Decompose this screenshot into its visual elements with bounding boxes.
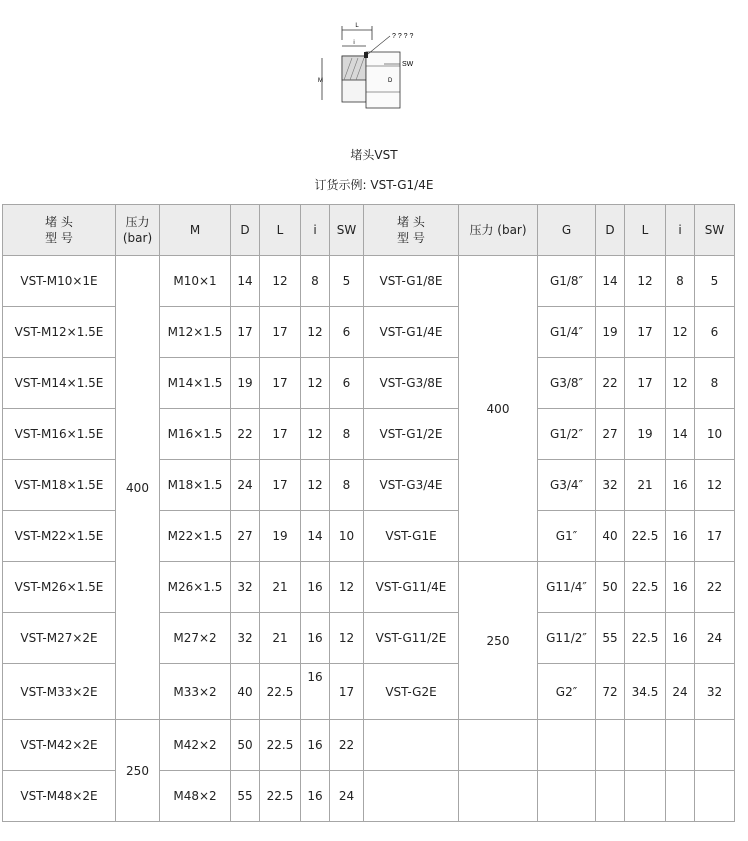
g-model-cell: VST-G2E bbox=[364, 664, 459, 720]
l-cell: 21 bbox=[260, 613, 301, 664]
g-d-cell: 32 bbox=[596, 460, 625, 511]
l-cell: 17 bbox=[260, 409, 301, 460]
g-sw-cell: 10 bbox=[695, 409, 735, 460]
sw-cell: 10 bbox=[330, 511, 364, 562]
column-header: 堵 头 型 号 bbox=[3, 205, 116, 256]
thread-m-cell: M12×1.5 bbox=[160, 307, 231, 358]
pressure-cell: 400 bbox=[116, 256, 160, 720]
d-cell: 50 bbox=[231, 720, 260, 771]
l-cell: 17 bbox=[260, 358, 301, 409]
d-cell: 27 bbox=[231, 511, 260, 562]
model-cell: VST-M33×2E bbox=[3, 664, 116, 720]
g-sw-cell: 32 bbox=[695, 664, 735, 720]
d-cell: 55 bbox=[231, 771, 260, 822]
table-row bbox=[3, 307, 735, 358]
thread-m-cell: M10×1 bbox=[160, 256, 231, 307]
d-cell: 19 bbox=[231, 358, 260, 409]
thread-g-cell: G1/8″ bbox=[538, 256, 596, 307]
model-cell: VST-M27×2E bbox=[3, 613, 116, 664]
sw-cell: 17 bbox=[330, 664, 364, 720]
column-header: SW bbox=[330, 205, 364, 256]
g-l-cell bbox=[625, 771, 666, 822]
table-row bbox=[3, 460, 735, 511]
order-example: 订货示例: VST-G1/4E bbox=[314, 178, 434, 192]
g-i-cell: 16 bbox=[666, 460, 695, 511]
g-i-cell: 8 bbox=[666, 256, 695, 307]
table-row bbox=[3, 613, 735, 664]
thread-g-cell: G1/2″ bbox=[538, 409, 596, 460]
column-header: M bbox=[160, 205, 231, 256]
g-model-cell: VST-G3/4E bbox=[364, 460, 459, 511]
g-d-cell: 27 bbox=[596, 409, 625, 460]
g-i-cell: 16 bbox=[666, 613, 695, 664]
g-i-cell: 24 bbox=[666, 664, 695, 720]
table-row bbox=[3, 720, 735, 771]
spec-table bbox=[2, 204, 735, 822]
dim-i-label: i bbox=[353, 40, 355, 46]
l-cell: 21 bbox=[260, 562, 301, 613]
l-cell: 19 bbox=[260, 511, 301, 562]
column-header: i bbox=[301, 205, 330, 256]
g-l-cell: 22.5 bbox=[625, 562, 666, 613]
g-i-cell: 16 bbox=[666, 511, 695, 562]
i-cell: 16 bbox=[301, 613, 330, 664]
g-d-cell: 55 bbox=[596, 613, 625, 664]
i-cell: 12 bbox=[301, 409, 330, 460]
g-model-cell bbox=[364, 771, 459, 822]
sw-cell: 8 bbox=[330, 460, 364, 511]
g-model-cell: VST-G1E bbox=[364, 511, 459, 562]
g-d-cell bbox=[596, 771, 625, 822]
pressure-cell: 250 bbox=[116, 720, 160, 822]
l-cell: 17 bbox=[260, 307, 301, 358]
model-cell: VST-M14×1.5E bbox=[3, 358, 116, 409]
sw-cell: 5 bbox=[330, 256, 364, 307]
g-l-cell: 19 bbox=[625, 409, 666, 460]
g-model-cell: VST-G1/2E bbox=[364, 409, 459, 460]
thread-g-cell: G3/4″ bbox=[538, 460, 596, 511]
thread-m-cell: M42×2 bbox=[160, 720, 231, 771]
i-cell: 16 bbox=[301, 771, 330, 822]
g-i-cell: 14 bbox=[666, 409, 695, 460]
column-header: SW bbox=[695, 205, 735, 256]
g-i-cell bbox=[666, 720, 695, 771]
sw-cell: 6 bbox=[330, 307, 364, 358]
g-model-cell bbox=[364, 720, 459, 771]
thread-m-cell: M27×2 bbox=[160, 613, 231, 664]
i-cell: 16 bbox=[301, 720, 330, 771]
sw-cell: 6 bbox=[330, 358, 364, 409]
g-i-cell bbox=[666, 771, 695, 822]
dim-l-label: L bbox=[355, 23, 359, 29]
g-model-cell: VST-G11/2E bbox=[364, 613, 459, 664]
g-l-cell: 21 bbox=[625, 460, 666, 511]
g-sw-cell: 12 bbox=[695, 460, 735, 511]
g-sw-cell: 8 bbox=[695, 358, 735, 409]
i-cell: 16 bbox=[301, 562, 330, 613]
g-sw-cell: 24 bbox=[695, 613, 735, 664]
table-row bbox=[3, 511, 735, 562]
g-sw-cell: 22 bbox=[695, 562, 735, 613]
sw-cell: 12 bbox=[330, 562, 364, 613]
product-title: 堵头VST bbox=[350, 148, 398, 162]
column-header: D bbox=[231, 205, 260, 256]
thread-m-cell: M33×2 bbox=[160, 664, 231, 720]
thread-m-cell: M22×1.5 bbox=[160, 511, 231, 562]
g-sw-cell bbox=[695, 771, 735, 822]
thread-g-cell: G1″ bbox=[538, 511, 596, 562]
g-model-cell: VST-G11/4E bbox=[364, 562, 459, 613]
g-l-cell: 34.5 bbox=[625, 664, 666, 720]
empty-pressure-cell bbox=[459, 720, 538, 771]
g-i-cell: 12 bbox=[666, 307, 695, 358]
g-model-cell: VST-G1/8E bbox=[364, 256, 459, 307]
i-cell: 12 bbox=[301, 307, 330, 358]
g-d-cell: 22 bbox=[596, 358, 625, 409]
g-l-cell: 22.5 bbox=[625, 613, 666, 664]
thread-m-cell: M48×2 bbox=[160, 771, 231, 822]
l-cell: 22.5 bbox=[260, 720, 301, 771]
d-cell: 14 bbox=[231, 256, 260, 307]
sw-cell: 24 bbox=[330, 771, 364, 822]
table-row bbox=[3, 358, 735, 409]
dim-m-label: M bbox=[318, 78, 323, 84]
thread-g-cell: G2″ bbox=[538, 664, 596, 720]
table-row bbox=[3, 256, 735, 307]
pressure-cell: 400 bbox=[459, 256, 538, 562]
column-header: D bbox=[596, 205, 625, 256]
column-header: 压力 (bar) bbox=[459, 205, 538, 256]
sw-cell: 22 bbox=[330, 720, 364, 771]
thread-m-cell: M16×1.5 bbox=[160, 409, 231, 460]
column-header: 堵 头 型 号 bbox=[364, 205, 459, 256]
column-header: 压力 (bar) bbox=[116, 205, 160, 256]
g-sw-cell: 17 bbox=[695, 511, 735, 562]
d-cell: 17 bbox=[231, 307, 260, 358]
g-l-cell: 12 bbox=[625, 256, 666, 307]
l-cell: 22.5 bbox=[260, 771, 301, 822]
dim-sw-label: SW bbox=[402, 61, 414, 68]
column-header: L bbox=[625, 205, 666, 256]
i-cell: 12 bbox=[301, 460, 330, 511]
pressure-cell: 250 bbox=[459, 562, 538, 720]
model-cell: VST-M26×1.5E bbox=[3, 562, 116, 613]
table-row bbox=[3, 562, 735, 613]
model-cell: VST-M22×1.5E bbox=[3, 511, 116, 562]
thread-m-cell: M18×1.5 bbox=[160, 460, 231, 511]
i-cell: 16 bbox=[301, 664, 330, 720]
g-sw-cell bbox=[695, 720, 735, 771]
thread-m-cell: M14×1.5 bbox=[160, 358, 231, 409]
i-cell: 12 bbox=[301, 358, 330, 409]
i-cell: 8 bbox=[301, 256, 330, 307]
d-cell: 24 bbox=[231, 460, 260, 511]
column-header: L bbox=[260, 205, 301, 256]
thread-g-cell: G11/4″ bbox=[538, 562, 596, 613]
table-row bbox=[3, 771, 735, 822]
g-sw-cell: 6 bbox=[695, 307, 735, 358]
i-cell: 14 bbox=[301, 511, 330, 562]
g-l-cell: 22.5 bbox=[625, 511, 666, 562]
sw-cell: 12 bbox=[330, 613, 364, 664]
thread-m-cell: M26×1.5 bbox=[160, 562, 231, 613]
l-cell: 12 bbox=[260, 256, 301, 307]
thread-g-cell: G11/2″ bbox=[538, 613, 596, 664]
seal-label: ? ? ? ? bbox=[392, 33, 414, 40]
thread-g-cell bbox=[538, 771, 596, 822]
model-cell: VST-M16×1.5E bbox=[3, 409, 116, 460]
sw-cell: 8 bbox=[330, 409, 364, 460]
g-d-cell: 40 bbox=[596, 511, 625, 562]
g-l-cell: 17 bbox=[625, 358, 666, 409]
dim-d-label: D bbox=[388, 78, 393, 84]
column-header: G bbox=[538, 205, 596, 256]
g-l-cell: 17 bbox=[625, 307, 666, 358]
plug-drawing bbox=[300, 18, 440, 118]
l-cell: 22.5 bbox=[260, 664, 301, 720]
model-cell: VST-M42×2E bbox=[3, 720, 116, 771]
g-i-cell: 12 bbox=[666, 358, 695, 409]
g-i-cell: 16 bbox=[666, 562, 695, 613]
d-cell: 32 bbox=[231, 613, 260, 664]
d-cell: 32 bbox=[231, 562, 260, 613]
g-d-cell: 50 bbox=[596, 562, 625, 613]
d-cell: 40 bbox=[231, 664, 260, 720]
thread-g-cell: G3/8″ bbox=[538, 358, 596, 409]
g-model-cell: VST-G3/8E bbox=[364, 358, 459, 409]
g-model-cell: VST-G1/4E bbox=[364, 307, 459, 358]
table-header-row bbox=[3, 205, 735, 256]
model-cell: VST-M12×1.5E bbox=[3, 307, 116, 358]
empty-pressure-cell bbox=[459, 771, 538, 822]
g-d-cell bbox=[596, 720, 625, 771]
thread-g-cell bbox=[538, 720, 596, 771]
g-d-cell: 14 bbox=[596, 256, 625, 307]
g-d-cell: 19 bbox=[596, 307, 625, 358]
thread-g-cell: G1/4″ bbox=[538, 307, 596, 358]
g-l-cell bbox=[625, 720, 666, 771]
d-cell: 22 bbox=[231, 409, 260, 460]
table-row bbox=[3, 409, 735, 460]
g-d-cell: 72 bbox=[596, 664, 625, 720]
g-sw-cell: 5 bbox=[695, 256, 735, 307]
column-header: i bbox=[666, 205, 695, 256]
model-cell: VST-M48×2E bbox=[3, 771, 116, 822]
l-cell: 17 bbox=[260, 460, 301, 511]
table-row bbox=[3, 664, 735, 720]
model-cell: VST-M18×1.5E bbox=[3, 460, 116, 511]
model-cell: VST-M10×1E bbox=[3, 256, 116, 307]
